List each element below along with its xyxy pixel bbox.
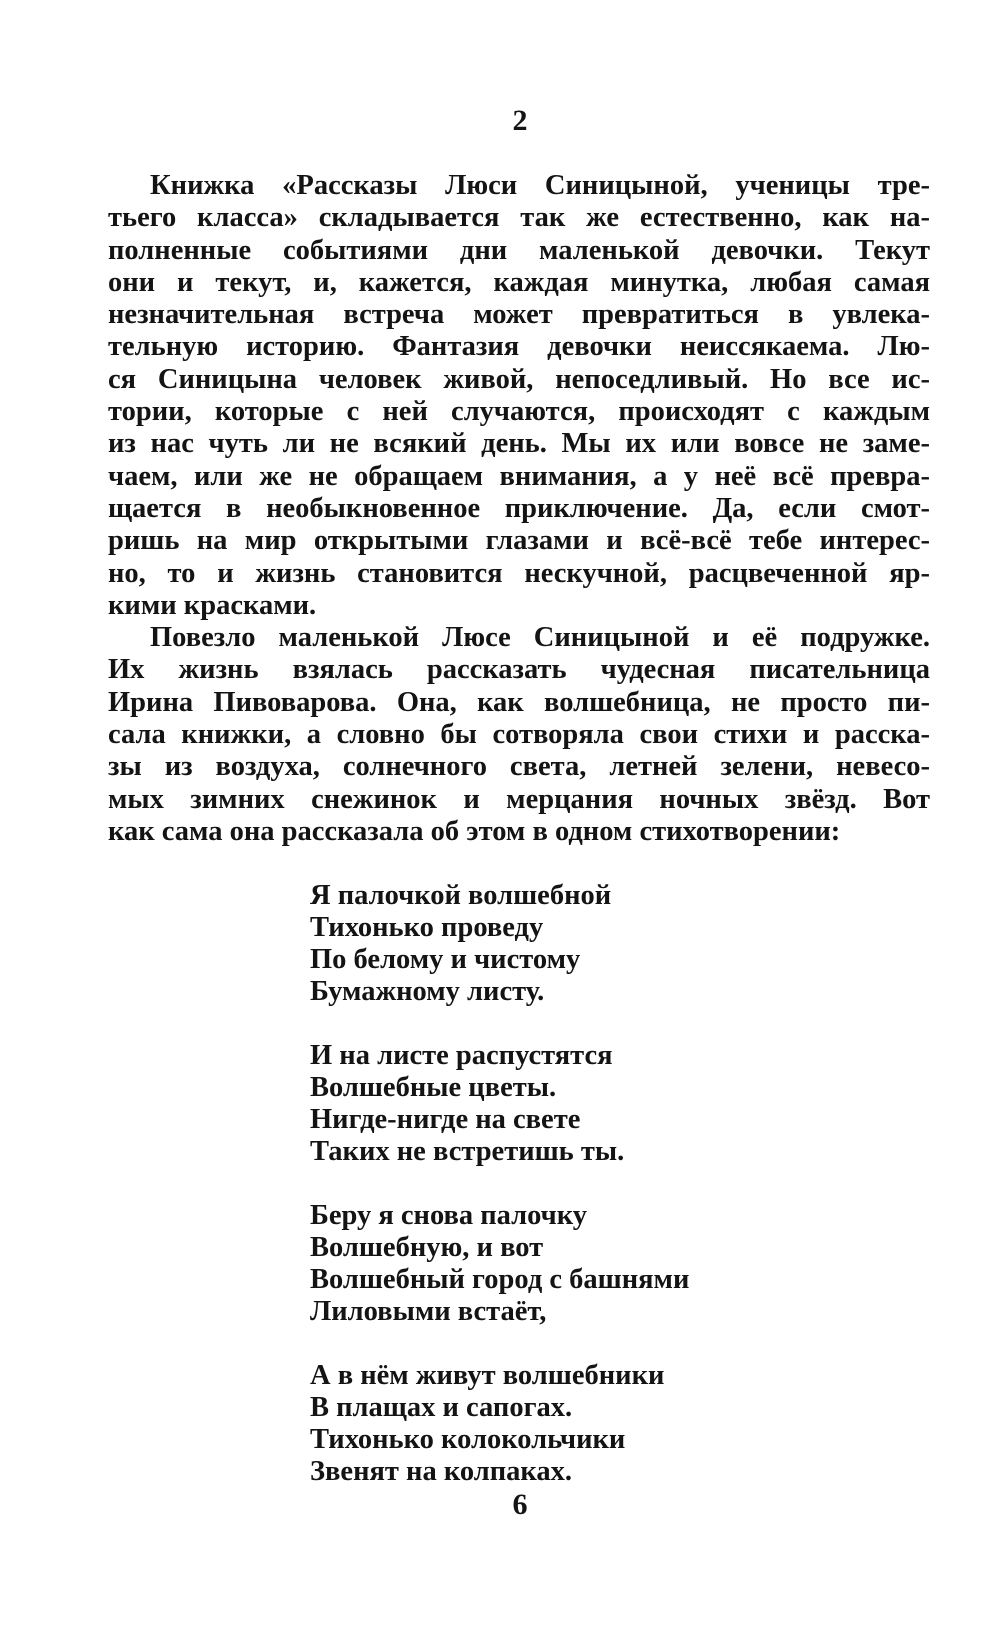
text-line: щается в необыкновенное приключение. Да, если смот- xyxy=(108,492,930,524)
text-line: они и текут, и, кажется, каждая минутка, любая самая xyxy=(108,266,930,298)
poem-line: А в нём живут волшебники xyxy=(310,1360,665,1391)
poem-line: Я палочкой волшебной xyxy=(310,880,612,911)
poem-line: Волшебный город с башнями xyxy=(310,1264,690,1295)
text-line: зы из воздуха, солнечного света, летней зелени, невесо- xyxy=(108,751,930,783)
text-line: мых зимних снежинок и мерцания ночных звёзд. Вот xyxy=(108,783,930,815)
poem-stanza xyxy=(310,880,689,1008)
text-line: как сама она рассказала об этом в одном стихотворении: xyxy=(108,815,841,847)
section-number: 2 xyxy=(512,104,528,137)
page-number: 6 xyxy=(512,1488,528,1521)
text-line: но, то и жизнь становится нескучной, расцвеченной яр- xyxy=(108,557,930,589)
text-line: тории, которые с ней случаются, происходят с каждым xyxy=(108,396,930,428)
poem-line: Тихонько проведу xyxy=(310,912,544,943)
poem-stanza xyxy=(310,1040,689,1168)
poem-line: Волшебную, и вот xyxy=(310,1232,544,1263)
poem-line: Нигде-нигде на свете xyxy=(310,1104,581,1135)
poem-line: Волшебные цветы. xyxy=(310,1072,557,1103)
text-line: чаем, или же не обращаем внимания, а у неё всё превра- xyxy=(108,460,930,492)
text-line: тьего класса» складывается так же естественно, как на- xyxy=(108,202,930,234)
poem-line: Тихонько колокольчики xyxy=(310,1424,626,1455)
poem-line: Бумажному листу. xyxy=(310,976,545,1007)
text-line: Их жизнь взялась рассказать чудесная писательница xyxy=(108,654,930,686)
poem-stanza xyxy=(310,1360,689,1488)
poem xyxy=(310,880,689,1488)
prose-body xyxy=(108,170,930,848)
text-line: Повезло маленькой Люсе Синицыной и её подружке. xyxy=(150,622,930,654)
text-line: ришь на мир открытыми глазами и всё-всё тебе интерес- xyxy=(108,525,930,557)
poem-line: И на листе распустятся xyxy=(310,1040,613,1071)
poem-line: Звенят на колпаках. xyxy=(310,1456,573,1487)
poem-line: В плащах и сапогах. xyxy=(310,1392,573,1423)
poem-line: Таких не встретишь ты. xyxy=(310,1136,625,1167)
paragraph-2 xyxy=(108,622,930,848)
text-line: полненные событиями дни маленькой девочки. Текут xyxy=(108,234,930,266)
text-line: ся Синицына человек живой, непоседливый. Но все ис- xyxy=(108,363,930,395)
poem-stanza xyxy=(310,1200,689,1328)
text-line: Книжка «Рассказы Люси Синицыной, ученицы тре- xyxy=(150,170,930,201)
text-line: сала книжки, а словно бы сотворяла свои стихи и расска- xyxy=(108,719,930,751)
text-line: тельную историю. Фантазия девочки неиссякаема. Лю- xyxy=(108,331,930,363)
paragraph-1 xyxy=(108,170,930,622)
poem-line: Лиловыми встаёт, xyxy=(310,1296,547,1327)
poem-line: По белому и чистому xyxy=(310,944,581,975)
text-line: кими красками. xyxy=(108,589,317,621)
text-line: незначительная встреча может превратиться в увлека- xyxy=(108,299,930,331)
text-line: из нас чуть ли не всякий день. Мы их или вовсе не заме- xyxy=(108,428,930,460)
text-line: Ирина Пивоварова. Она, как волшебница, не просто пи- xyxy=(108,686,930,718)
poem-line: Беру я снова палочку xyxy=(310,1200,588,1231)
